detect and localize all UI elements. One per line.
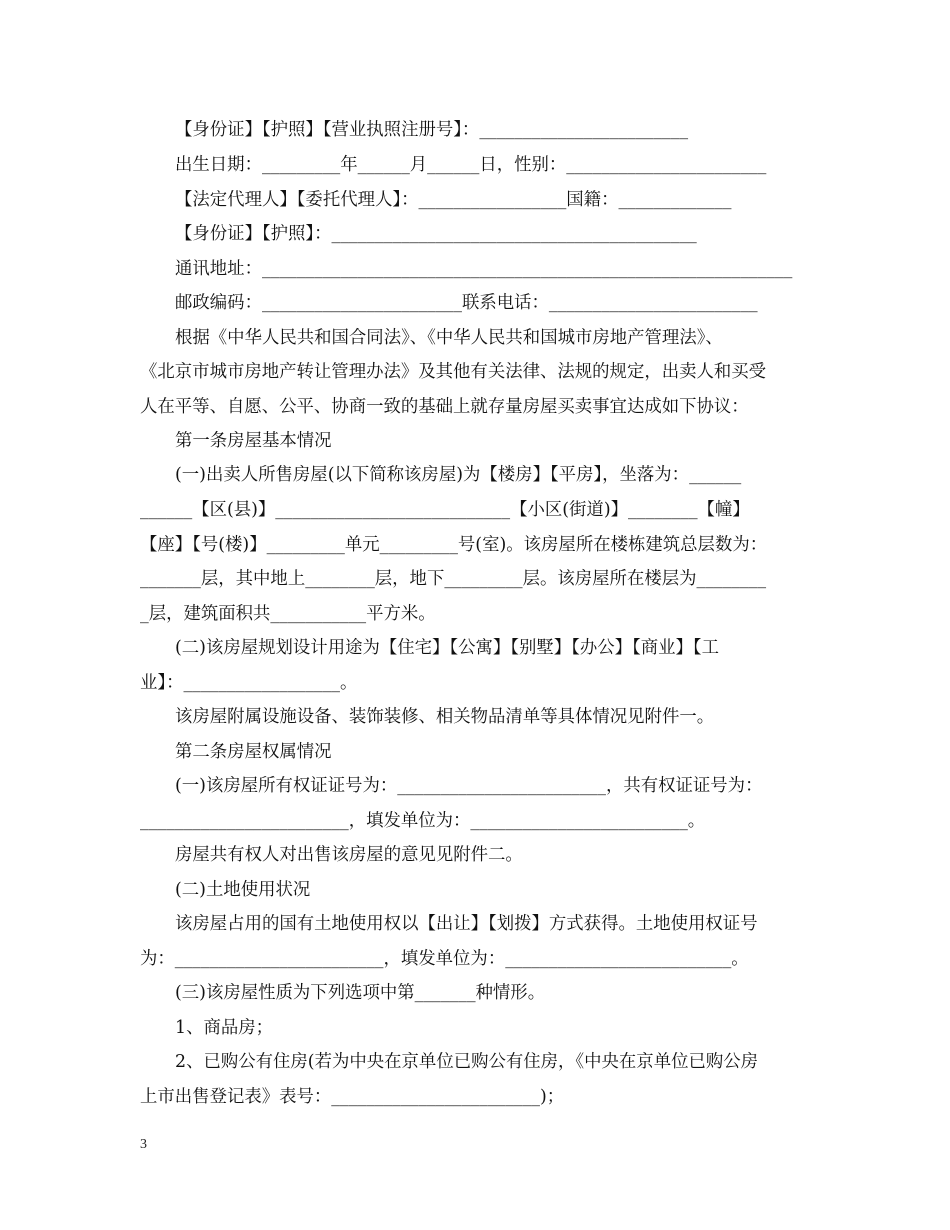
land-use-line-1: 该房屋占用的国有土地使用权以【出让】【划拨】方式获得。土地使用权证号 [175,914,758,934]
article-2-item-1-line-1: (一)该房屋所有权证证号为：________________________，共有权证证号为： [175,776,763,796]
paragraph-basis-line-2: 《北京市城市房地产转让管理办法》及其他有关法律、法规的规定，出卖人和买受 [140,362,767,382]
article-2-heading: 第二条房屋权属情况 [175,742,332,762]
article-1-item-1-line-5: _层，建筑面积共___________平方米。 [140,604,436,624]
attachment-2-note: 房屋共有权人对出售该房屋的意见见附件二。 [175,845,523,865]
attachment-1-note: 该房屋附属设施设备、装饰装修、相关物品清单等具体情况见附件一。 [175,707,715,727]
article-2-item-1-line-2: ________________________，填发单位为：_________________________。 [140,811,706,831]
line-birth-date: 出生日期：_________年______月______日，性别：_______________________ [175,155,767,175]
article-1-item-1-line-2: ______【区(县)】___________________________【小区(街道)】________【幢】 [140,500,750,520]
land-use-line-2: 为：________________________，填发单位为：__________________________。 [140,949,749,969]
line-postcode-phone: 邮政编码：_______________________联系电话：________________________ [175,293,758,313]
option-2-line-1: 2、已购公有住房(若为中央在京单位已购公有住房，《中央在京单位已购公房 [175,1052,759,1072]
article-1-item-1-line-3: 【座】【号(楼)】_________单元_________号(室)。该房屋所在楼栋建筑总层数为： [140,535,768,555]
paragraph-basis-line-1: 根据《中华人民共和国合同法》、《中华人民共和国城市房地产管理法》、 [175,328,723,348]
article-2-item-3: (三)该房屋性质为下列选项中第_______种情形。 [175,983,546,1003]
line-agent: 【法定代理人】【委托代理人】：_________________国籍：_____________ [175,190,732,210]
article-1-item-1-line-4: _______层，其中地上________层，地下_________层。该房屋所在楼层为________ [140,569,767,589]
line-address: 通讯地址：_____________________________________________________________ [175,259,793,279]
page-number: 3 [140,1137,147,1152]
paragraph-basis-line-3: 人在平等、自愿、公平、协商一致的基础上就存量房屋买卖事宜达成如下协议： [140,397,749,417]
article-2-item-2-heading: (二)土地使用状况 [175,880,311,900]
article-1-item-1-line-1: (一)出卖人所售房屋(以下简称该房屋)为【楼房】【平房】，坐落为：______ [175,465,742,485]
article-1-item-2-line-1: (二)该房屋规划设计用途为【住宅】【公寓】【别墅】【办公】【商业】【工 [175,638,719,658]
article-1-heading: 第一条房屋基本情况 [175,431,332,451]
option-1: 1、商品房； [175,1018,274,1038]
article-1-item-2-line-2: 业】：__________________。 [140,673,358,693]
line-agent-id: 【身份证】【护照】：__________________________________________ [175,224,697,244]
option-2-line-2: 上市出售登记表》表号：________________________)； [140,1087,565,1107]
line-id-type: 【身份证】【护照】【营业执照注册号】：________________________ [175,120,689,140]
